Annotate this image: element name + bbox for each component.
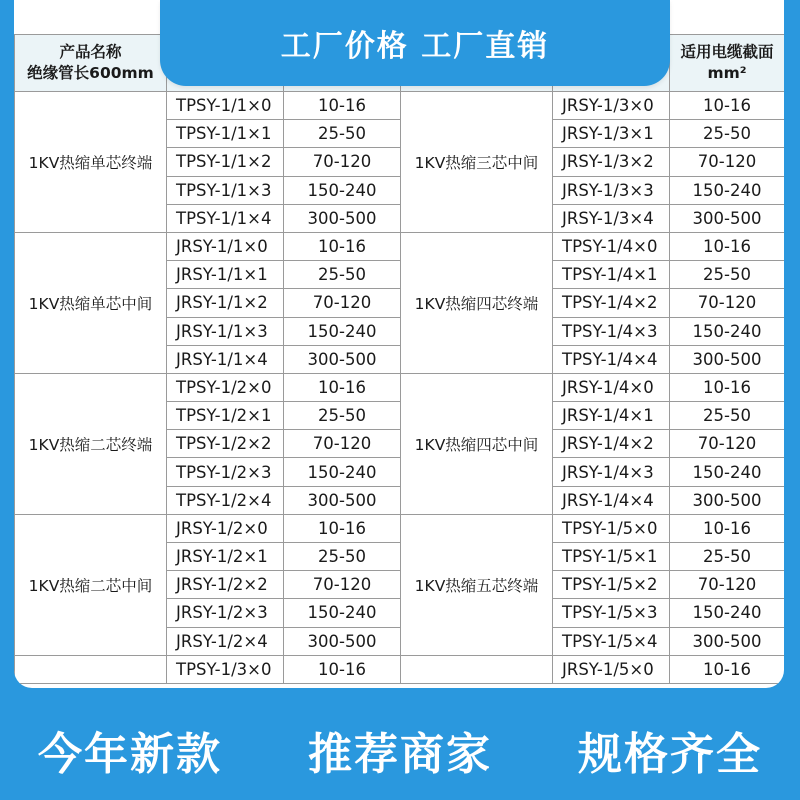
cable-range-cell: 25-50 [670, 402, 785, 430]
header-product-name-line1: 产品名称 [59, 43, 122, 61]
model-cell: TPSY-1/1×2 [167, 148, 284, 176]
header-cable-section-line2: mm² [707, 64, 747, 82]
cable-range-cell: 150-240 [284, 176, 401, 204]
model-cell: TPSY-1/5×0 [553, 514, 670, 542]
header-product-name [15, 35, 167, 92]
model-cell: JRSY-1/3×2 [553, 148, 670, 176]
product-name-cell: 1KV热缩四芯中间 [401, 373, 553, 514]
cable-range-cell: 70-120 [284, 289, 401, 317]
cable-range-cell: 300-500 [670, 345, 785, 373]
footer-slogans [0, 700, 800, 800]
spec-table-panel [14, 0, 784, 688]
model-cell: TPSY-1/1×3 [167, 176, 284, 204]
cable-range-cell: 10-16 [670, 232, 785, 260]
cable-range-cell: 10-16 [284, 514, 401, 542]
model-cell: JRSY-1/4×4 [553, 486, 670, 514]
cable-range-cell: 300-500 [670, 486, 785, 514]
cable-range-cell: 25-50 [284, 543, 401, 571]
model-cell: TPSY-1/4×1 [553, 261, 670, 289]
model-cell: TPSY-1/3×0 [167, 655, 284, 683]
model-cell: TPSY-1/2×2 [167, 430, 284, 458]
model-cell: JRSY-1/1×4 [167, 345, 284, 373]
model-cell: TPSY-1/4×2 [553, 289, 670, 317]
header-cable-section-line1: 适用电缆截面 [680, 43, 774, 61]
cable-range-cell: 300-500 [284, 345, 401, 373]
cable-range-cell: 300-500 [284, 486, 401, 514]
model-cell: TPSY-1/2×3 [167, 458, 284, 486]
cable-range-cell: 70-120 [670, 430, 785, 458]
model-cell: JRSY-1/3×0 [553, 92, 670, 120]
table-row [15, 514, 785, 542]
cable-range-cell: 10-16 [670, 373, 785, 401]
header-product-name-line2: 绝缘管长600mm [27, 64, 154, 82]
product-name-cell: 1KV热缩二芯中间 [15, 514, 167, 655]
slogan-new: 今年新款 [38, 729, 222, 780]
cable-range-cell: 150-240 [284, 317, 401, 345]
product-name-cell: 1KV热缩五芯终端 [401, 514, 553, 655]
model-cell: JRSY-1/4×0 [553, 373, 670, 401]
cable-range-cell: 300-500 [284, 627, 401, 655]
cable-range-cell: 150-240 [670, 317, 785, 345]
product-name-cell: 1KV热缩三芯中间 [401, 92, 553, 233]
model-cell: TPSY-1/4×0 [553, 232, 670, 260]
cable-range-cell: 25-50 [670, 543, 785, 571]
product-name-cell: 1KV热缩单芯中间 [15, 232, 167, 373]
model-cell: JRSY-1/4×3 [553, 458, 670, 486]
product-name-cell [15, 655, 167, 683]
model-cell: JRSY-1/2×0 [167, 514, 284, 542]
header-cable-section [670, 35, 785, 92]
model-cell: TPSY-1/5×3 [553, 599, 670, 627]
table-row [15, 373, 785, 401]
model-cell: JRSY-1/2×4 [167, 627, 284, 655]
cable-range-cell: 25-50 [284, 261, 401, 289]
cable-range-cell: 10-16 [284, 92, 401, 120]
cable-range-cell: 70-120 [284, 148, 401, 176]
product-name-cell [401, 655, 553, 683]
product-name-cell: 1KV热缩二芯终端 [15, 373, 167, 514]
cable-range-cell: 300-500 [670, 627, 785, 655]
model-cell: JRSY-1/5×0 [553, 655, 670, 683]
cable-range-cell: 10-16 [284, 232, 401, 260]
model-cell: JRSY-1/2×1 [167, 543, 284, 571]
model-cell: JRSY-1/4×1 [553, 402, 670, 430]
cable-range-cell: 150-240 [284, 458, 401, 486]
model-cell: JRSY-1/1×2 [167, 289, 284, 317]
cable-range-cell: 70-120 [284, 430, 401, 458]
cable-range-cell: 10-16 [670, 655, 785, 683]
table-row [15, 92, 785, 120]
cable-range-cell: 25-50 [284, 120, 401, 148]
model-cell: JRSY-1/3×1 [553, 120, 670, 148]
product-name-cell: 1KV热缩四芯终端 [401, 232, 553, 373]
model-cell: TPSY-1/2×1 [167, 402, 284, 430]
model-cell: JRSY-1/2×3 [167, 599, 284, 627]
cable-range-cell: 300-500 [670, 204, 785, 232]
cable-range-cell: 10-16 [284, 655, 401, 683]
table-row [15, 655, 785, 683]
table-row [15, 232, 785, 260]
model-cell: JRSY-1/1×0 [167, 232, 284, 260]
model-cell: TPSY-1/2×4 [167, 486, 284, 514]
cable-range-cell: 10-16 [670, 92, 785, 120]
cable-range-cell: 70-120 [670, 289, 785, 317]
slogan-complete: 规格齐全 [578, 729, 762, 780]
model-cell: JRSY-1/1×1 [167, 261, 284, 289]
promo-banner-text: 工厂价格 工厂直销 [280, 29, 550, 64]
cable-range-cell: 150-240 [670, 599, 785, 627]
model-cell: TPSY-1/1×1 [167, 120, 284, 148]
promo-banner [160, 0, 670, 86]
model-cell: TPSY-1/5×2 [553, 571, 670, 599]
model-cell: TPSY-1/4×4 [553, 345, 670, 373]
model-cell: JRSY-1/2×2 [167, 571, 284, 599]
product-name-cell: 1KV热缩单芯终端 [15, 92, 167, 233]
model-cell: JRSY-1/1×3 [167, 317, 284, 345]
cable-range-cell: 300-500 [284, 204, 401, 232]
cable-range-cell: 150-240 [670, 458, 785, 486]
model-cell: JRSY-1/3×3 [553, 176, 670, 204]
spec-table [14, 34, 784, 684]
model-cell: TPSY-1/1×0 [167, 92, 284, 120]
cable-range-cell: 150-240 [670, 176, 785, 204]
cable-range-cell: 150-240 [284, 599, 401, 627]
model-cell: TPSY-1/2×0 [167, 373, 284, 401]
model-cell: TPSY-1/5×4 [553, 627, 670, 655]
slogan-recommended: 推荐商家 [308, 729, 492, 780]
cable-range-cell: 70-120 [670, 148, 785, 176]
model-cell: TPSY-1/5×1 [553, 543, 670, 571]
cable-range-cell: 25-50 [284, 402, 401, 430]
cable-range-cell: 70-120 [670, 571, 785, 599]
model-cell: JRSY-1/4×2 [553, 430, 670, 458]
cable-range-cell: 25-50 [670, 261, 785, 289]
model-cell: TPSY-1/1×4 [167, 204, 284, 232]
cable-range-cell: 10-16 [284, 373, 401, 401]
model-cell: JRSY-1/3×4 [553, 204, 670, 232]
model-cell: TPSY-1/4×3 [553, 317, 670, 345]
cable-range-cell: 25-50 [670, 120, 785, 148]
cable-range-cell: 70-120 [284, 571, 401, 599]
cable-range-cell: 10-16 [670, 514, 785, 542]
